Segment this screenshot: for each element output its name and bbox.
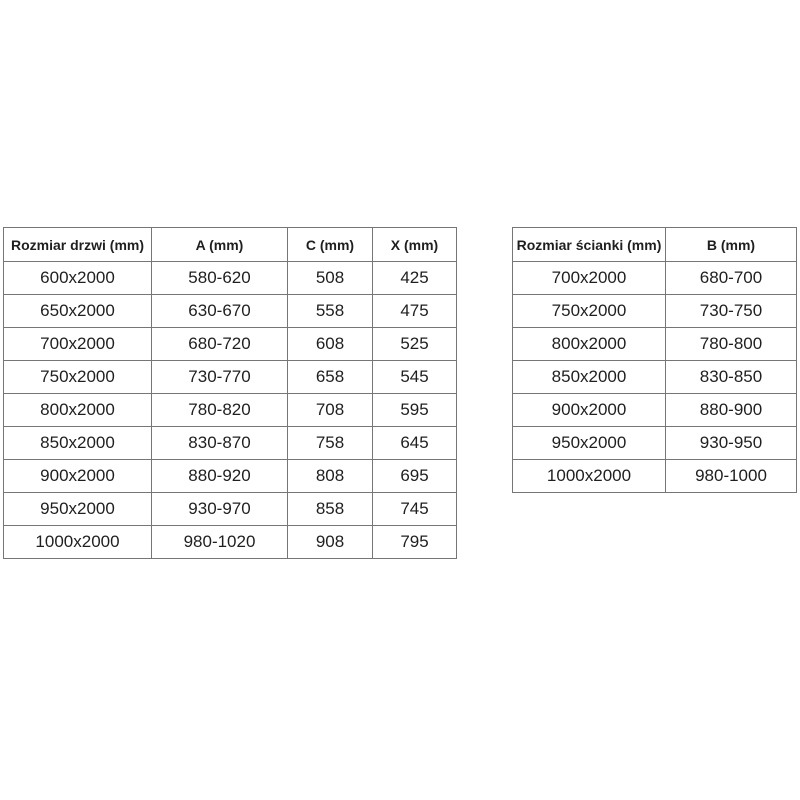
table-row <box>4 526 457 559</box>
column-header-wall-size: Rozmiar ścianki (mm) <box>513 228 666 262</box>
table-row <box>513 460 797 493</box>
table-cell: 750x2000 <box>513 295 666 328</box>
column-header-b: B (mm) <box>666 228 797 262</box>
table-cell: 695 <box>373 460 457 493</box>
table-cell: 630-670 <box>152 295 288 328</box>
table-cell: 880-920 <box>152 460 288 493</box>
table-cell: 800x2000 <box>4 394 152 427</box>
table-cell: 780-820 <box>152 394 288 427</box>
table-cell: 545 <box>373 361 457 394</box>
table-cell: 808 <box>288 460 373 493</box>
table-cell: 680-700 <box>666 262 797 295</box>
table-cell: 650x2000 <box>4 295 152 328</box>
table-cell: 858 <box>288 493 373 526</box>
table-row <box>4 328 457 361</box>
table-row <box>513 361 797 394</box>
table-cell: 508 <box>288 262 373 295</box>
table-row <box>4 493 457 526</box>
table-row <box>513 262 797 295</box>
table-cell: 900x2000 <box>513 394 666 427</box>
table-cell: 558 <box>288 295 373 328</box>
table-cell: 850x2000 <box>513 361 666 394</box>
table-cell: 745 <box>373 493 457 526</box>
table-cell: 730-770 <box>152 361 288 394</box>
table-cell: 1000x2000 <box>513 460 666 493</box>
column-header-x: X (mm) <box>373 228 457 262</box>
table-cell: 800x2000 <box>513 328 666 361</box>
wall-panel-sizes-table <box>512 227 797 493</box>
table-row <box>513 394 797 427</box>
table-cell: 880-900 <box>666 394 797 427</box>
column-header-door-size: Rozmiar drzwi (mm) <box>4 228 152 262</box>
table-cell: 645 <box>373 427 457 460</box>
table-cell: 608 <box>288 328 373 361</box>
table-cell: 980-1000 <box>666 460 797 493</box>
table-header-row <box>513 228 797 262</box>
table-cell: 475 <box>373 295 457 328</box>
table-cell: 1000x2000 <box>4 526 152 559</box>
table-cell: 930-970 <box>152 493 288 526</box>
table-cell: 950x2000 <box>4 493 152 526</box>
column-header-a: A (mm) <box>152 228 288 262</box>
table-cell: 595 <box>373 394 457 427</box>
table-cell: 908 <box>288 526 373 559</box>
table-row <box>4 262 457 295</box>
table-cell: 658 <box>288 361 373 394</box>
table-row <box>4 394 457 427</box>
table-cell: 758 <box>288 427 373 460</box>
table-cell: 680-720 <box>152 328 288 361</box>
table-cell: 830-870 <box>152 427 288 460</box>
table-row <box>513 328 797 361</box>
table-row <box>513 427 797 460</box>
door-sizes-table <box>3 227 457 559</box>
table-cell: 730-750 <box>666 295 797 328</box>
column-header-c: C (mm) <box>288 228 373 262</box>
table-cell: 600x2000 <box>4 262 152 295</box>
table-cell: 900x2000 <box>4 460 152 493</box>
table-cell: 525 <box>373 328 457 361</box>
table-cell: 425 <box>373 262 457 295</box>
table-row <box>513 295 797 328</box>
table-cell: 795 <box>373 526 457 559</box>
table-row <box>4 361 457 394</box>
table-cell: 850x2000 <box>4 427 152 460</box>
table-cell: 580-620 <box>152 262 288 295</box>
table-cell: 700x2000 <box>513 262 666 295</box>
table-row <box>4 460 457 493</box>
table-cell: 708 <box>288 394 373 427</box>
table-cell: 750x2000 <box>4 361 152 394</box>
table-header-row <box>4 228 457 262</box>
table-cell: 930-950 <box>666 427 797 460</box>
table-cell: 950x2000 <box>513 427 666 460</box>
table-cell: 830-850 <box>666 361 797 394</box>
table-cell: 700x2000 <box>4 328 152 361</box>
table-cell: 980-1020 <box>152 526 288 559</box>
table-row <box>4 427 457 460</box>
table-cell: 780-800 <box>666 328 797 361</box>
table-row <box>4 295 457 328</box>
